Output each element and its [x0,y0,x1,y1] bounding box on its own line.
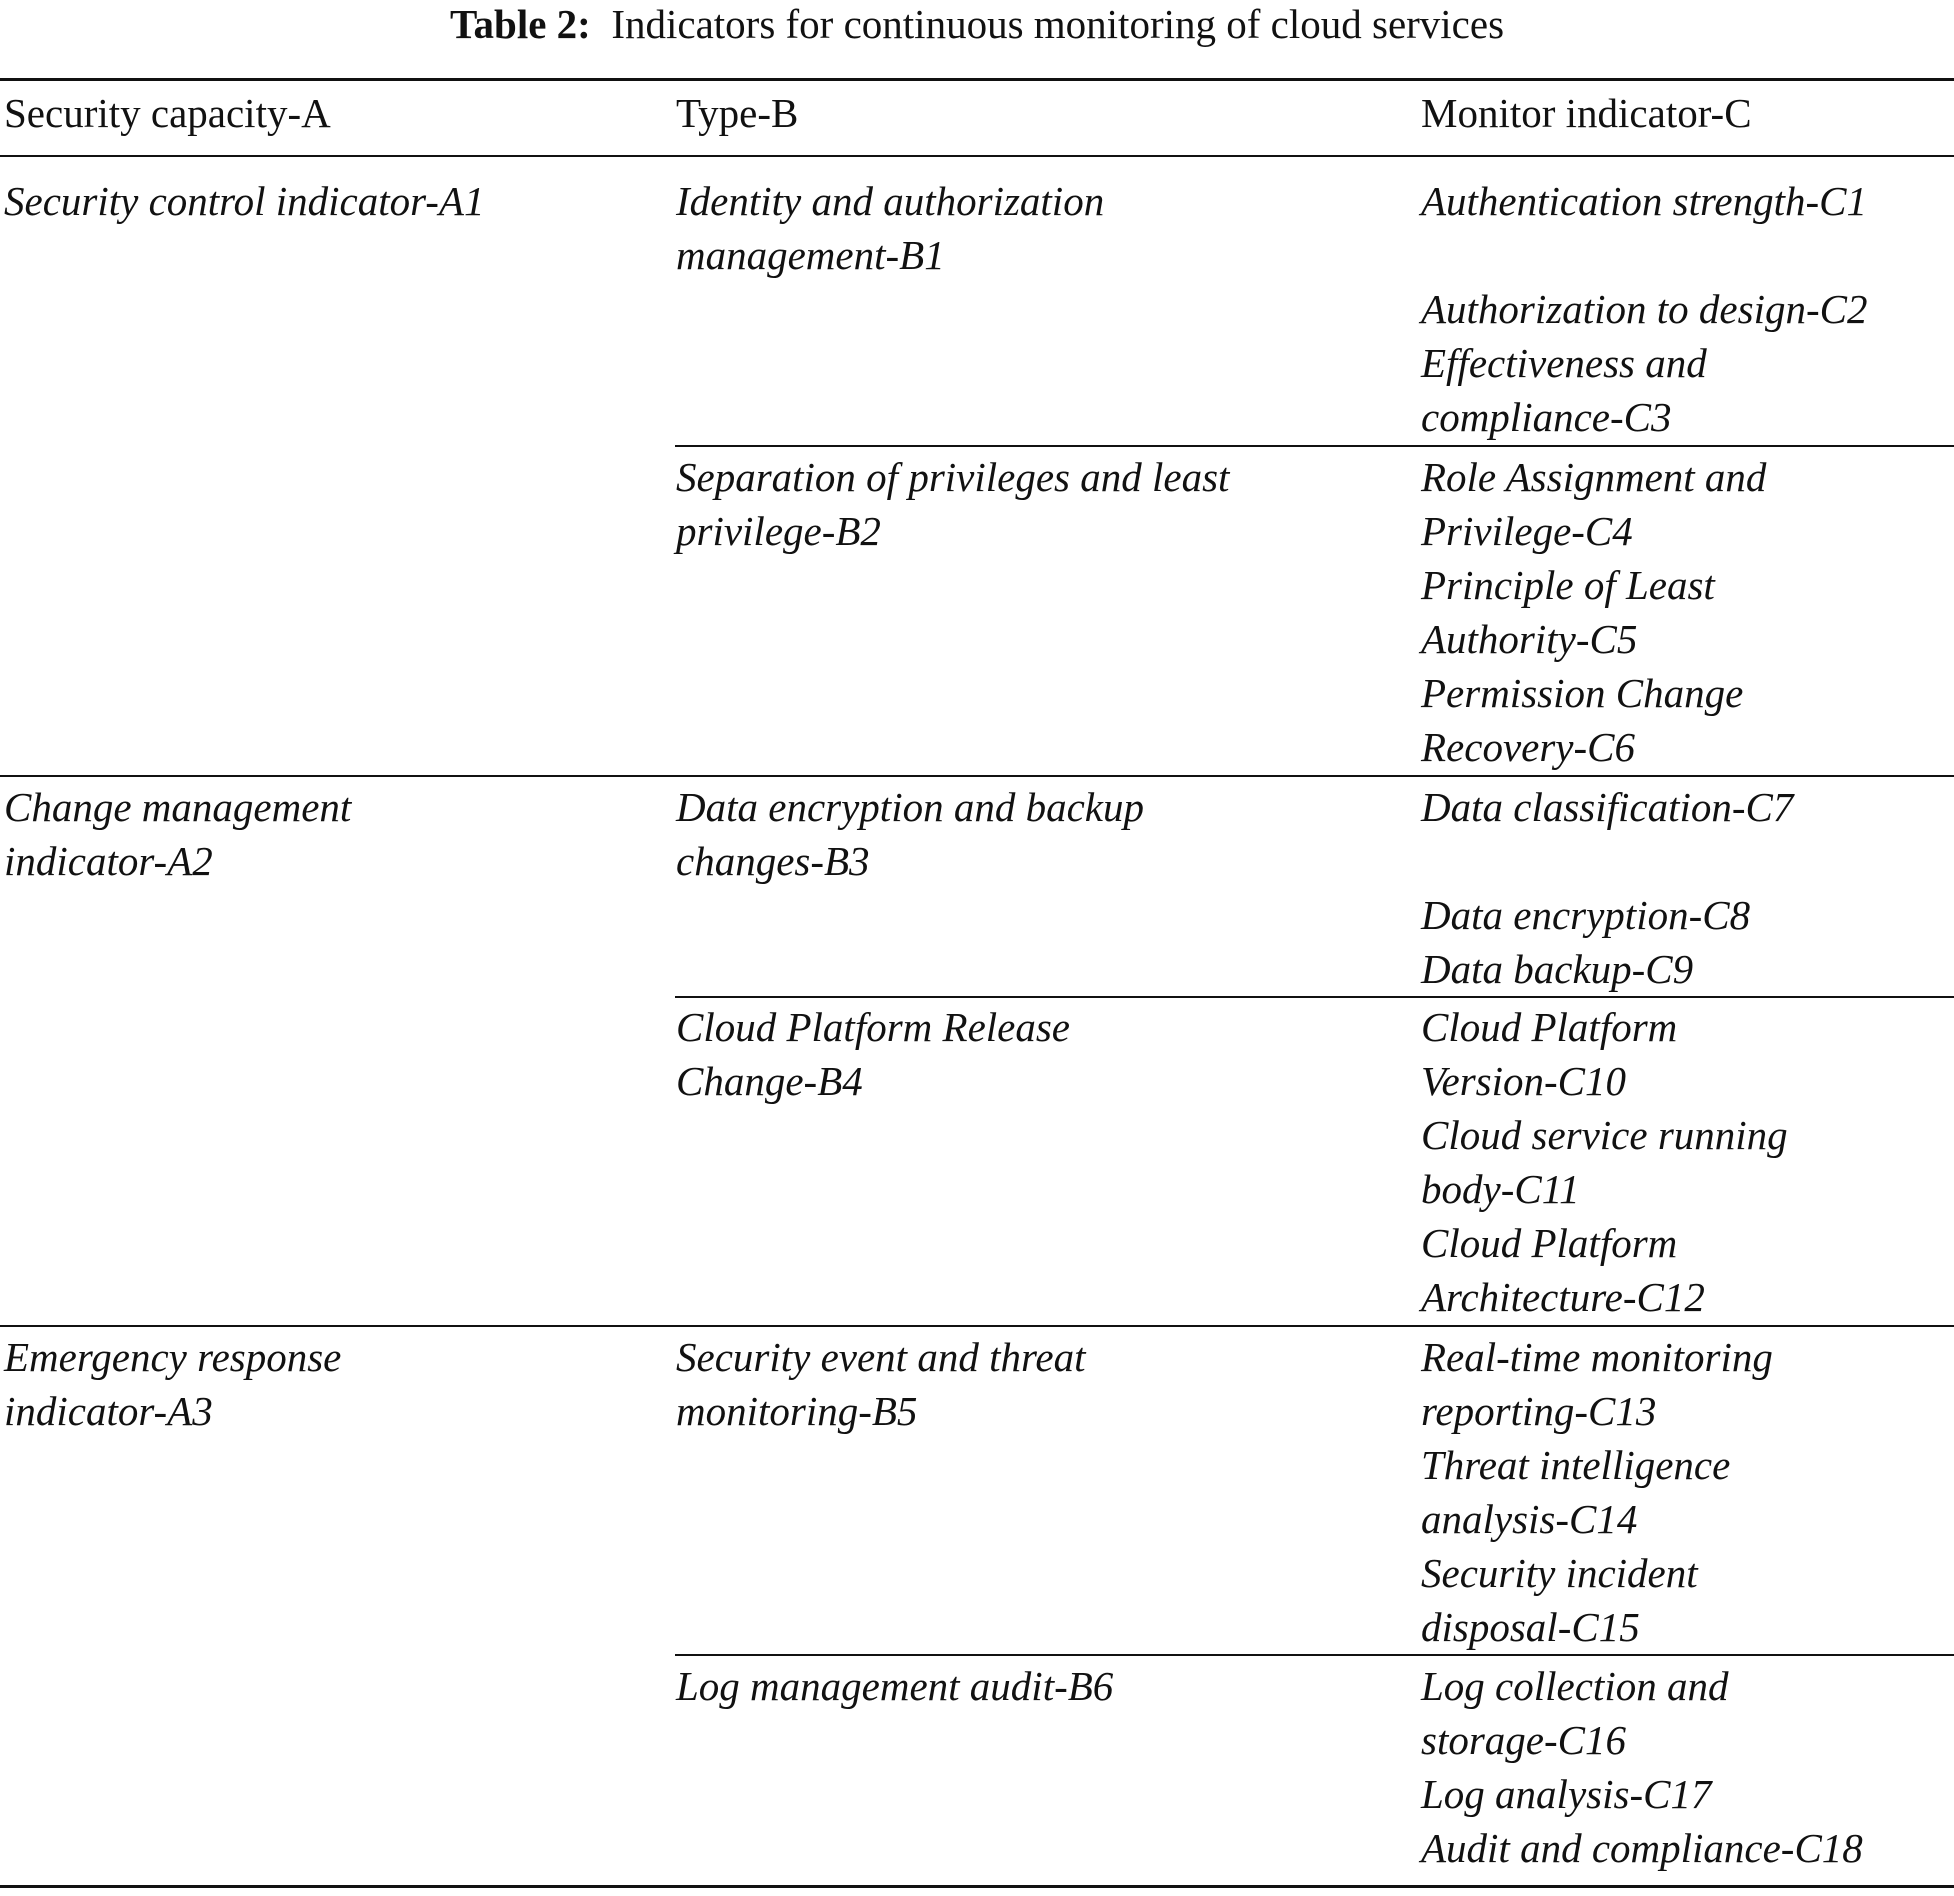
indicator-c12-line2: Architecture-C12 [1421,1274,1705,1320]
indicator-c8: Data encryption-C8 [1421,892,1751,938]
capacity-a2-line1: Change management [4,784,352,830]
capacity-a3-line1: Emergency response [4,1334,342,1380]
type-b5-line1: Security event and threat [676,1334,1086,1380]
indicator-c16-line1: Log collection and [1421,1663,1729,1709]
type-b2-line2: privilege-B2 [676,508,881,554]
indicator-c15-line1: Security incident [1421,1550,1698,1596]
indicator-c9: Data backup-C9 [1421,946,1694,992]
indicator-c6-line2: Recovery-C6 [1421,724,1635,770]
group1-end-rule [0,775,1954,777]
type-b4-line2: Change-B4 [676,1058,863,1104]
table-caption-text: Indicators for continuous monitoring of cloud services [611,1,1505,47]
capacity-a1: Security control indicator-A1 [4,178,485,224]
indicator-c5-line1: Principle of Least [1421,562,1715,608]
type-b6: Log management audit-B6 [676,1663,1114,1709]
indicator-c15-line2: disposal-C15 [1421,1604,1640,1650]
indicator-c4-line1: Role Assignment and [1421,454,1767,500]
indicator-c17: Log analysis-C17 [1421,1771,1712,1817]
type-b1-line2: management-B1 [676,232,945,278]
header-security-capacity: Security capacity-A [4,90,331,136]
indicator-c6-line1: Permission Change [1421,670,1744,716]
header-monitor-indicator: Monitor indicator-C [1421,90,1752,136]
header-type: Type-B [676,90,799,136]
indicator-c13-line2: reporting-C13 [1421,1388,1657,1434]
indicator-c14-line1: Threat intelligence [1421,1442,1731,1488]
group2-mid-rule [675,996,1954,998]
indicator-c14-line2: analysis-C14 [1421,1496,1638,1542]
group1-mid-rule [675,445,1954,447]
bottom-rule [0,1885,1954,1888]
indicator-c11-line2: body-C11 [1421,1166,1580,1212]
top-rule [0,78,1954,81]
indicator-c16-line2: storage-C16 [1421,1717,1626,1763]
indicator-c7: Data classification-C7 [1421,784,1794,830]
indicator-c3-line1: Effectiveness and [1421,340,1707,386]
group2-end-rule [0,1325,1954,1327]
type-b1-line1: Identity and authorization [676,178,1105,224]
indicator-c18: Audit and compliance-C18 [1421,1825,1863,1871]
type-b5-line2: monitoring-B5 [676,1388,918,1434]
indicator-c5-line2: Authority-C5 [1421,616,1638,662]
type-b3-line2: changes-B3 [676,838,870,884]
indicator-c3-line2: compliance-C3 [1421,394,1672,440]
capacity-a3-line2: indicator-A3 [4,1388,213,1434]
header-rule [0,155,1954,157]
table-caption-label: Table 2: [449,1,591,47]
type-b3-line1: Data encryption and backup [676,784,1144,830]
type-b2-line1: Separation of privileges and least [676,454,1230,500]
indicator-c10-line1: Cloud Platform [1421,1004,1678,1050]
indicator-c10-line2: Version-C10 [1421,1058,1626,1104]
indicator-c11-line1: Cloud service running [1421,1112,1788,1158]
indicator-c1: Authentication strength-C1 [1421,178,1868,224]
type-b4-line1: Cloud Platform Release [676,1004,1071,1050]
capacity-a2-line2: indicator-A2 [4,838,213,884]
indicator-c12-line1: Cloud Platform [1421,1220,1678,1266]
indicator-c4-line2: Privilege-C4 [1421,508,1633,554]
indicator-c2: Authorization to design-C2 [1421,286,1868,332]
table-caption [0,0,1954,48]
indicator-c13-line1: Real-time monitoring [1421,1334,1773,1380]
group3-mid-rule [675,1654,1954,1656]
